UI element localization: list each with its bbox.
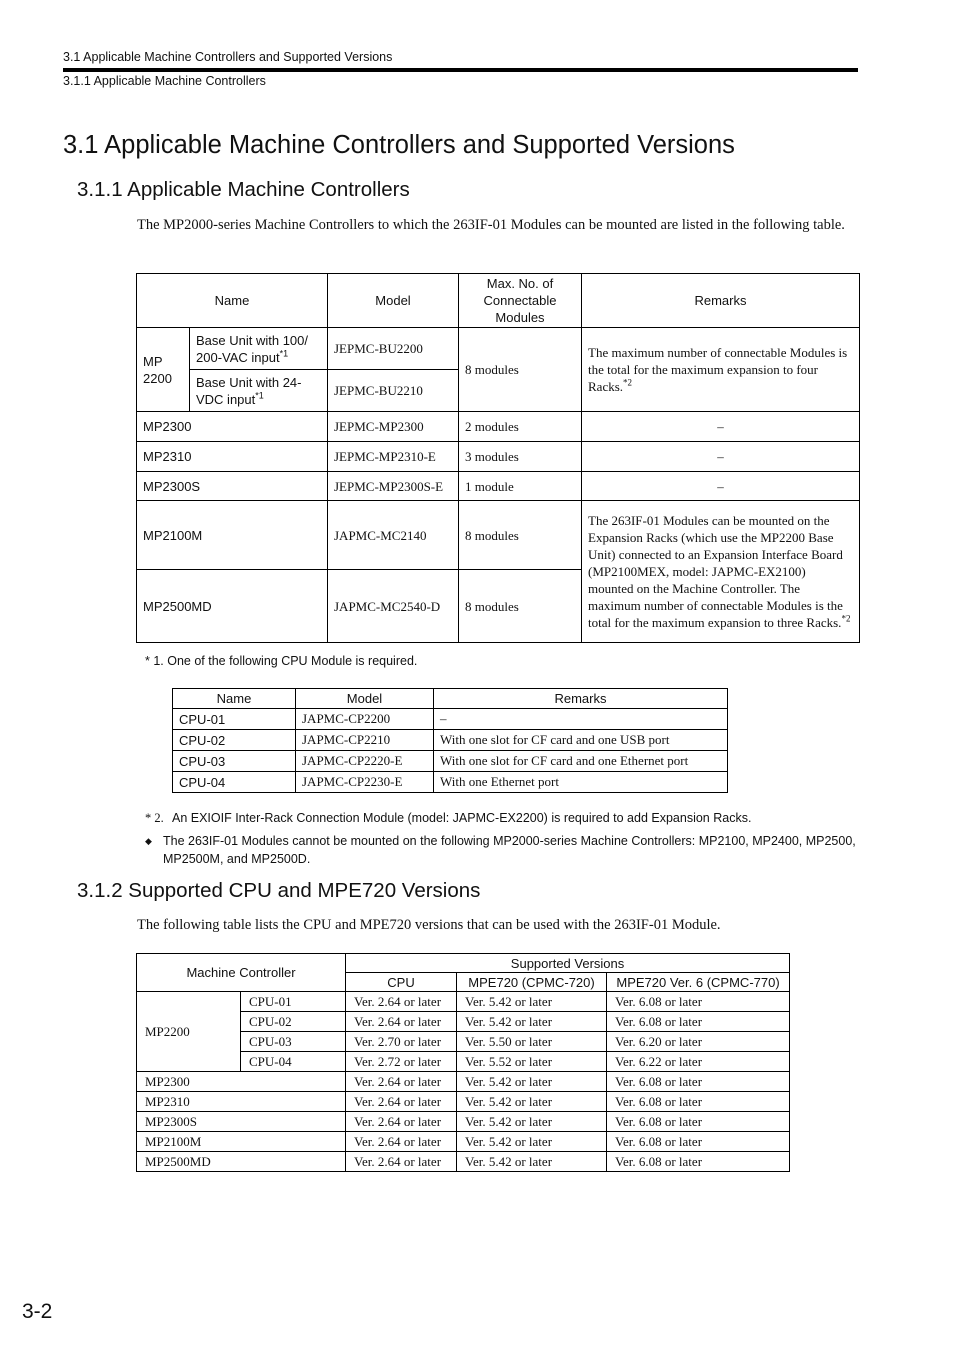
row-remarks: The maximum number of connectable Modules is the total for the maximum expansion to four Racks.$^{*2}$: [582, 328, 860, 412]
controller-name: MP2100M: [137, 1132, 346, 1152]
mpe720-v6-version: Ver. 6.08 or later: [607, 1072, 790, 1092]
mpe720-version: Ver. 5.50 or later: [457, 1032, 607, 1052]
table-row: [173, 709, 728, 730]
cpu-module: CPU-04: [241, 1052, 346, 1072]
header-rule: [63, 68, 858, 72]
row-model: JAPMC-MC2140: [328, 501, 459, 570]
cpu-module: CPU-01: [241, 992, 346, 1012]
row-name: MP2310: [137, 442, 328, 472]
row-remarks: –: [582, 412, 860, 442]
row-modules: 3 modules: [459, 442, 582, 472]
mpe720-version: Ver. 5.42 or later: [457, 1152, 607, 1172]
mpe720-v6-version: Ver. 6.08 or later: [607, 1132, 790, 1152]
footnote-ref: *1: [279, 348, 289, 359]
row-modules: 8 modules: [459, 328, 582, 412]
intro-paragraph-3-1-1: The MP2000-series Machine Controllers to which the 263IF-01 Modules can be mounted are listed in the following table.: [137, 217, 845, 233]
row-model: JEPMC-BU2200: [328, 328, 459, 370]
table-row: [137, 992, 790, 1012]
controller-name: MP2300: [137, 1072, 346, 1092]
row-model: JEPMC-MP2300S-E: [328, 472, 459, 501]
row-name: MP2500MD: [137, 570, 328, 643]
col-header-name: Name: [137, 274, 328, 328]
table-row: [137, 1152, 790, 1172]
table-row: [137, 1132, 790, 1152]
row-name: MP2300: [137, 412, 328, 442]
table-row: [137, 328, 860, 370]
table-row: [173, 751, 728, 772]
controller-name: MP2300S: [137, 1112, 346, 1132]
cpu-version: Ver. 2.72 or later: [346, 1052, 457, 1072]
cpu-version: Ver. 2.64 or later: [346, 1152, 457, 1172]
row-name: Base Unit with 100/ 200-VAC input$^{*1}$: [190, 328, 328, 370]
mpe720-v6-version: Ver. 6.22 or later: [607, 1052, 790, 1072]
cpu-model: JAPMC-CP2230-E: [296, 772, 434, 793]
footnote-2-mark: * 2.: [145, 811, 164, 825]
page-number: 3-2: [22, 1300, 53, 1323]
mpe720-v6-version: Ver. 6.08 or later: [607, 1012, 790, 1032]
col-header-mpe720-v6: MPE720 Ver. 6 (CPMC-770): [607, 973, 790, 992]
controller-name: MP2310: [137, 1092, 346, 1112]
mpe720-version: Ver. 5.42 or later: [457, 1112, 607, 1132]
diamond-bullet-icon: ◆: [145, 836, 152, 846]
row-model: JEPMC-MP2310-E: [328, 442, 459, 472]
row-name: MP2300S: [137, 472, 328, 501]
bullet-note-text: The 263IF-01 Modules cannot be mounted on the following MP2000-series Machine Controllers: MP2100, MP2400, MP2500, MP2500M, and MP2500D.: [163, 834, 856, 866]
cpu-name: CPU-02: [173, 730, 296, 751]
row-modules: 8 modules: [459, 570, 582, 643]
page-title: 3.1 Applicable Machine Controllers and Supported Versions: [63, 131, 735, 159]
col-header-name: Name: [173, 689, 296, 709]
row-model: JAPMC-MC2540-D: [328, 570, 459, 643]
cpu-version: Ver. 2.64 or later: [346, 1112, 457, 1132]
row-modules: 1 module: [459, 472, 582, 501]
row-model: JEPMC-BU2210: [328, 370, 459, 412]
supported-versions-table: [136, 953, 790, 1172]
mpe720-version: Ver. 5.42 or later: [457, 1012, 607, 1032]
section-heading-3-1-1: 3.1.1 Applicable Machine Controllers: [77, 178, 410, 201]
cpu-remarks: –: [434, 709, 728, 730]
running-header-section: 3.1 Applicable Machine Controllers and Supported Versions: [63, 50, 393, 64]
row-model: JEPMC-MP2300: [328, 412, 459, 442]
intro-paragraph-3-1-2: The following table lists the CPU and MPE720 versions that can be used with the 263IF-01 Module.: [137, 917, 721, 933]
col-header-machine-controller: Machine Controller: [137, 954, 346, 992]
col-header-model: Model: [328, 274, 459, 328]
table-row: [137, 442, 860, 472]
col-header-supported-versions: Supported Versions: [346, 954, 790, 973]
controller-name: MP2500MD: [137, 1152, 346, 1172]
col-header-cpu: CPU: [346, 973, 457, 992]
bullet-note: [145, 832, 860, 868]
cpu-name: CPU-03: [173, 751, 296, 772]
mpe720-version: Ver. 5.42 or later: [457, 1072, 607, 1092]
cpu-module-table: [172, 688, 728, 793]
section-heading-3-1-2: 3.1.2 Supported CPU and MPE720 Versions: [77, 879, 481, 902]
col-header-mpe720: MPE720 (CPMC-720): [457, 973, 607, 992]
group-name-mp2200: MP 2200: [137, 328, 190, 412]
table-row: [137, 412, 860, 442]
footnote-1: * 1. One of the following CPU Module is required.: [145, 654, 418, 668]
table-row: [173, 772, 728, 793]
row-remarks: –: [582, 442, 860, 472]
cpu-name: CPU-01: [173, 709, 296, 730]
table-header-row: [137, 274, 860, 328]
footnote-ref: *1: [255, 390, 264, 401]
table-row: [173, 730, 728, 751]
controller-mp2200: MP2200: [137, 992, 241, 1072]
mpe720-version: Ver. 5.42 or later: [457, 1132, 607, 1152]
cpu-module: CPU-03: [241, 1032, 346, 1052]
cpu-version: Ver. 2.64 or later: [346, 992, 457, 1012]
cpu-version: Ver. 2.64 or later: [346, 1012, 457, 1032]
footnote-2: [145, 811, 751, 826]
cpu-name: CPU-04: [173, 772, 296, 793]
mpe720-v6-version: Ver. 6.08 or later: [607, 1152, 790, 1172]
row-name: MP2100M: [137, 501, 328, 570]
cpu-version: Ver. 2.64 or later: [346, 1132, 457, 1152]
footnote-2-text: An EXIOIF Inter-Rack Connection Module (model: JAPMC-EX2200) is required to add Expansion Racks.: [172, 811, 752, 825]
cpu-remarks: With one slot for CF card and one Ethernet port: [434, 751, 728, 772]
controllers-table: [136, 273, 860, 643]
cpu-remarks: With one slot for CF card and one USB port: [434, 730, 728, 751]
row-modules: 2 modules: [459, 412, 582, 442]
cpu-version: Ver. 2.70 or later: [346, 1032, 457, 1052]
running-header-subsection: 3.1.1 Applicable Machine Controllers: [63, 74, 266, 88]
mpe720-version: Ver. 5.52 or later: [457, 1052, 607, 1072]
footnote-ref: *2: [623, 377, 633, 388]
table-row: [137, 1112, 790, 1132]
row-remarks: –: [582, 472, 860, 501]
table-header-row: [173, 689, 728, 709]
table-row: [137, 1072, 790, 1092]
cpu-model: JAPMC-CP2200: [296, 709, 434, 730]
row-name: Base Unit with 24-VDC input$^{*1}$: [190, 370, 328, 412]
mpe720-version: Ver. 5.42 or later: [457, 992, 607, 1012]
table-row: [137, 501, 860, 570]
mpe720-v6-version: Ver. 6.20 or later: [607, 1032, 790, 1052]
cpu-version: Ver. 2.64 or later: [346, 1092, 457, 1112]
cpu-model: JAPMC-CP2210: [296, 730, 434, 751]
cpu-model: JAPMC-CP2220-E: [296, 751, 434, 772]
table-row: [137, 1092, 790, 1112]
table-header-row: [137, 954, 790, 973]
cpu-remarks: With one Ethernet port: [434, 772, 728, 793]
col-header-model: Model: [296, 689, 434, 709]
col-header-max-modules: Max. No. of Connectable Modules: [459, 274, 582, 328]
mpe720-v6-version: Ver. 6.08 or later: [607, 1112, 790, 1132]
table-row: [137, 472, 860, 501]
col-header-remarks: Remarks: [434, 689, 728, 709]
mpe720-version: Ver. 5.42 or later: [457, 1092, 607, 1112]
cpu-module: CPU-02: [241, 1012, 346, 1032]
mpe720-v6-version: Ver. 6.08 or later: [607, 1092, 790, 1112]
cpu-version: Ver. 2.64 or later: [346, 1072, 457, 1092]
footnote-ref: *2: [841, 613, 851, 624]
mpe720-v6-version: Ver. 6.08 or later: [607, 992, 790, 1012]
row-remarks: The 263IF-01 Modules can be mounted on the Expansion Racks (which use the MP2200 Base Unit) connected to an Expansion Interface Board (MP2100MEX, model: JAPMC-EX2100) mounted on the Machine Controller. The maximum number of connectable Modules is the total for the maximum expansion to three Racks.$^{*2}$: [582, 501, 860, 643]
row-modules: 8 modules: [459, 501, 582, 570]
col-header-remarks: Remarks: [582, 274, 860, 328]
